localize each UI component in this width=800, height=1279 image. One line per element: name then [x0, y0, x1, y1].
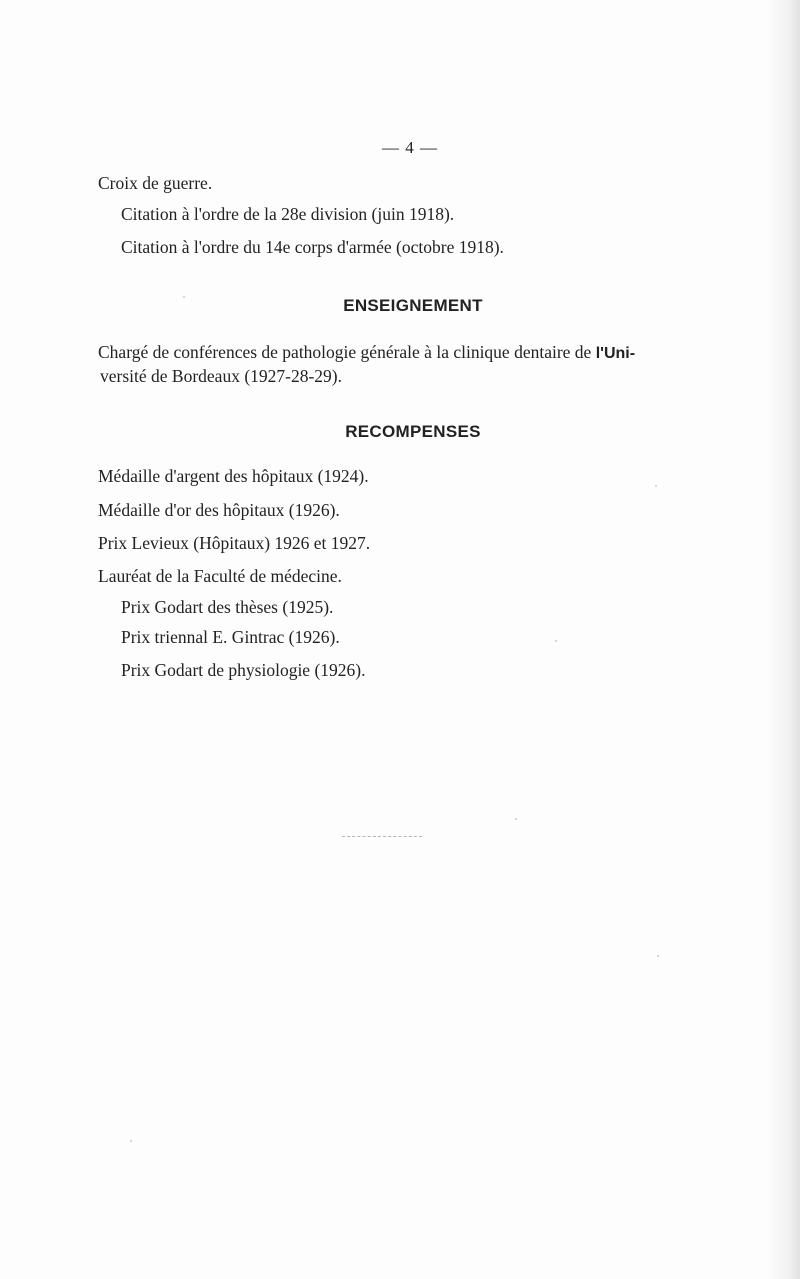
enseignement-text-line2: versité de Bordeaux (1927-28-29). — [100, 366, 343, 386]
recompense-sub-item: Prix Godart des thèses (1925). — [121, 597, 334, 617]
recompense-sub-item: Prix triennal E. Gintrac (1926). — [121, 627, 340, 647]
page-number: — 4 — — [382, 138, 438, 157]
scan-speck — [657, 955, 659, 957]
enseignement-text-line1-tail: l'Uni- — [595, 345, 636, 362]
recompense-sub-item: Prix Godart de physiologie (1926). — [121, 660, 366, 680]
page-edge-shadow — [766, 0, 800, 1279]
scan-speck — [515, 818, 517, 820]
scan-speck — [130, 1140, 132, 1142]
citation-line-2: Citation à l'ordre du 14e corps d'armée (octobre 1918). — [121, 237, 504, 257]
scan-speck — [655, 485, 657, 487]
scan-speck — [183, 296, 185, 298]
recompense-item: Prix Levieux (Hôpitaux) 1926 et 1927. — [98, 533, 371, 553]
decorative-dash-mark — [342, 836, 422, 837]
enseignement-heading: ENSEIGNEMENT — [343, 296, 483, 315]
recompense-item: Médaille d'or des hôpitaux (1926). — [98, 500, 340, 520]
enseignement-paragraph — [98, 341, 718, 387]
recompenses-heading: RECOMPENSES — [345, 422, 481, 441]
enseignement-text-line1: Chargé de conférences de pathologie générale à la clinique dentaire de — [98, 342, 592, 362]
scan-speck — [555, 640, 557, 642]
recompense-item: Lauréat de la Faculté de médecine. — [98, 566, 342, 586]
citation-line-1: Citation à l'ordre de la 28e division (juin 1918). — [121, 204, 455, 224]
croix-de-guerre-line: Croix de guerre. — [98, 173, 213, 193]
recompense-item: Médaille d'argent des hôpitaux (1924). — [98, 466, 369, 486]
